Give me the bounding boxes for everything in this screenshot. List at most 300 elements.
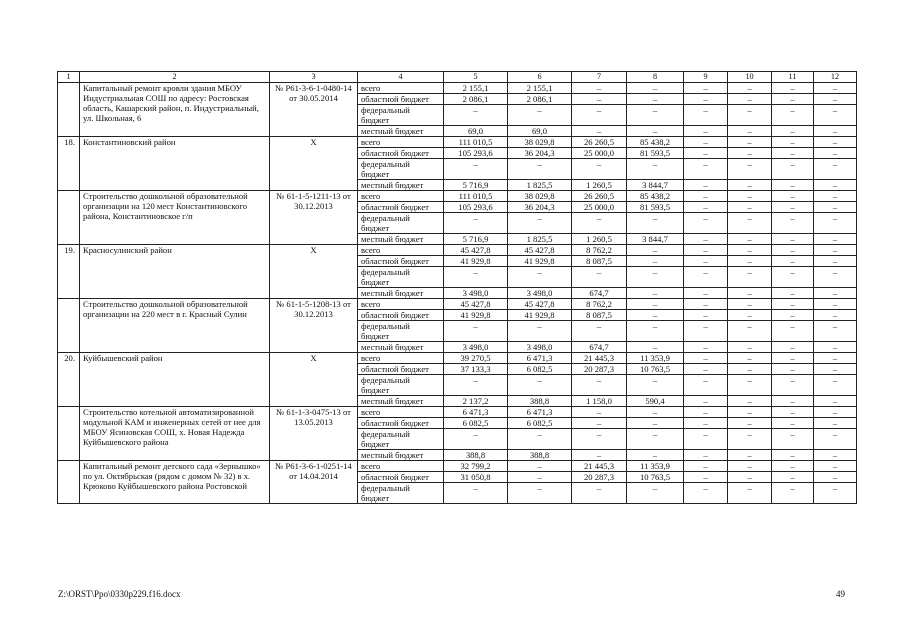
amount-cell: – [814, 418, 857, 429]
table-row [58, 407, 857, 418]
header-cell: 4 [358, 72, 444, 83]
document-reference: Х [270, 353, 358, 407]
amount-cell: – [684, 342, 728, 353]
funding-source: местный бюджет [358, 288, 444, 299]
amount-cell: – [728, 429, 772, 450]
amount-cell: 81 593,5 [627, 202, 684, 213]
funding-source: всего [358, 353, 444, 364]
funding-source: областной бюджет [358, 94, 444, 105]
document-reference: № 61-1-5-1208-13 от 30.12.2013 [270, 299, 358, 353]
amount-cell: 20 287,3 [572, 364, 627, 375]
amount-cell: – [728, 213, 772, 234]
header-cell: 8 [627, 72, 684, 83]
amount-cell: 41 929,8 [508, 256, 572, 267]
amount-cell: 45 427,8 [444, 299, 508, 310]
amount-cell: 105 293,6 [444, 148, 508, 159]
amount-cell: – [772, 288, 814, 299]
amount-cell: – [728, 353, 772, 364]
amount-cell: – [572, 94, 627, 105]
amount-cell: 69,0 [508, 126, 572, 137]
amount-cell: 69,0 [444, 126, 508, 137]
amount-cell: 6 082,5 [508, 418, 572, 429]
amount-cell: 2 086,1 [508, 94, 572, 105]
amount-cell: 85 438,2 [627, 137, 684, 148]
amount-cell: – [814, 267, 857, 288]
amount-cell: – [728, 94, 772, 105]
amount-cell: – [572, 159, 627, 180]
amount-cell: – [814, 202, 857, 213]
table-row [58, 299, 857, 310]
funding-source: местный бюджет [358, 180, 444, 191]
header-cell: 2 [80, 72, 270, 83]
amount-cell: – [444, 213, 508, 234]
amount-cell: – [508, 321, 572, 342]
amount-cell: – [627, 342, 684, 353]
amount-cell: – [772, 461, 814, 472]
amount-cell: – [814, 213, 857, 234]
amount-cell: 2 137,2 [444, 396, 508, 407]
table-row [58, 191, 857, 202]
amount-cell: – [508, 429, 572, 450]
amount-cell: – [627, 256, 684, 267]
amount-cell: 388,8 [508, 396, 572, 407]
amount-cell: – [814, 245, 857, 256]
page-number: 49 [836, 589, 845, 599]
amount-cell: – [684, 94, 728, 105]
row-number [58, 461, 80, 504]
amount-cell: – [684, 364, 728, 375]
amount-cell: – [814, 180, 857, 191]
amount-cell: – [627, 245, 684, 256]
funding-source: федеральный бюджет [358, 267, 444, 288]
amount-cell: – [508, 472, 572, 483]
amount-cell: 3 498,0 [444, 342, 508, 353]
amount-cell: – [728, 234, 772, 245]
amount-cell: – [772, 472, 814, 483]
amount-cell: – [814, 137, 857, 148]
amount-cell: – [444, 375, 508, 396]
amount-cell: 3 844,7 [627, 180, 684, 191]
amount-cell: – [728, 299, 772, 310]
amount-cell: – [684, 375, 728, 396]
document-reference: Х [270, 245, 358, 299]
funding-source: областной бюджет [358, 472, 444, 483]
amount-cell: – [814, 288, 857, 299]
amount-cell: 21 445,3 [572, 353, 627, 364]
document-reference: № Р61-3-6-1-0251-14 от 14.04.2014 [270, 461, 358, 504]
object-name: Строительство котельной автоматизированной модульной КАМ и инженерных сетей от нее для МБОУ Ясиновская СОШ, х. Новая Надежда Куйбышевского района [80, 407, 270, 461]
amount-cell: – [684, 245, 728, 256]
amount-cell: – [814, 94, 857, 105]
amount-cell: – [728, 105, 772, 126]
amount-cell: – [627, 418, 684, 429]
amount-cell: – [572, 126, 627, 137]
amount-cell: 674,7 [572, 288, 627, 299]
amount-cell: – [572, 375, 627, 396]
object-name: Красносулинский район [80, 245, 270, 299]
object-name: Капитальный ремонт детского сада «Зернышко» по ул. Октябрьская (рядом с домом № 32) в х. Крюково Куйбышевского района Ростовской [80, 461, 270, 504]
amount-cell: – [772, 396, 814, 407]
amount-cell: 8 087,5 [572, 256, 627, 267]
funding-source: местный бюджет [358, 396, 444, 407]
funding-source: всего [358, 83, 444, 94]
amount-cell: – [684, 450, 728, 461]
amount-cell: – [684, 461, 728, 472]
amount-cell: – [572, 83, 627, 94]
amount-cell: – [728, 202, 772, 213]
header-cell: 12 [814, 72, 857, 83]
amount-cell: – [728, 364, 772, 375]
amount-cell: 45 427,8 [508, 245, 572, 256]
row-number: 20. [58, 353, 80, 407]
object-name: Строительство дошкольной образовательной организации на 120 мест Константиновского района, Константиновское г/п [80, 191, 270, 245]
funding-source: федеральный бюджет [358, 375, 444, 396]
funding-source: областной бюджет [358, 418, 444, 429]
funding-source: всего [358, 245, 444, 256]
amount-cell: – [684, 213, 728, 234]
document-reference: № 61-1-3-0475-13 от 13.05.2013 [270, 407, 358, 461]
amount-cell: – [772, 364, 814, 375]
amount-cell: – [814, 321, 857, 342]
amount-cell: – [772, 202, 814, 213]
amount-cell: – [728, 137, 772, 148]
amount-cell: – [814, 310, 857, 321]
amount-cell: 25 000,0 [572, 202, 627, 213]
amount-cell: – [572, 105, 627, 126]
amount-cell: – [627, 483, 684, 504]
amount-cell: 3 498,0 [444, 288, 508, 299]
amount-cell: – [772, 126, 814, 137]
amount-cell: – [814, 148, 857, 159]
amount-cell: – [444, 267, 508, 288]
amount-cell: 10 763,5 [627, 364, 684, 375]
amount-cell: – [572, 429, 627, 450]
header-cell: 5 [444, 72, 508, 83]
object-name: Капитальный ремонт кровли здания МБОУ Индустриальная СОШ по адресу: Ростовская область, Кашарский район, п. Индустриальный, ул. Школьная, 6 [80, 83, 270, 137]
amount-cell: 41 929,8 [444, 310, 508, 321]
amount-cell: – [814, 364, 857, 375]
amount-cell: 45 427,8 [444, 245, 508, 256]
amount-cell: – [684, 234, 728, 245]
row-number: 18. [58, 137, 80, 191]
amount-cell: – [772, 267, 814, 288]
amount-cell: – [772, 137, 814, 148]
amount-cell: – [684, 202, 728, 213]
amount-cell: – [728, 483, 772, 504]
amount-cell: – [814, 450, 857, 461]
amount-cell: – [684, 321, 728, 342]
amount-cell: – [814, 342, 857, 353]
amount-cell: – [772, 342, 814, 353]
amount-cell: – [684, 472, 728, 483]
amount-cell: – [772, 159, 814, 180]
amount-cell: 3 498,0 [508, 288, 572, 299]
amount-cell: – [572, 450, 627, 461]
amount-cell: – [508, 461, 572, 472]
amount-cell: 8 762,2 [572, 299, 627, 310]
amount-cell: 85 438,2 [627, 191, 684, 202]
amount-cell: 21 445,3 [572, 461, 627, 472]
amount-cell: – [728, 148, 772, 159]
amount-cell: 1 158,0 [572, 396, 627, 407]
amount-cell: 6 082,5 [444, 418, 508, 429]
header-cell: 9 [684, 72, 728, 83]
amount-cell: 3 844,7 [627, 234, 684, 245]
amount-cell: 26 260,5 [572, 191, 627, 202]
amount-cell: – [728, 288, 772, 299]
amount-cell: – [684, 429, 728, 450]
funding-source: местный бюджет [358, 234, 444, 245]
amount-cell: – [684, 191, 728, 202]
amount-cell: – [772, 310, 814, 321]
amount-cell: – [728, 83, 772, 94]
amount-cell: 1 825,5 [508, 234, 572, 245]
amount-cell: – [627, 83, 684, 94]
amount-cell: – [572, 321, 627, 342]
document-reference: № Р61-3-6-1-0480-14 от 30.05.2014 [270, 83, 358, 137]
amount-cell: – [684, 137, 728, 148]
amount-cell: 25 000,0 [572, 148, 627, 159]
amount-cell: – [772, 407, 814, 418]
amount-cell: – [728, 418, 772, 429]
object-name: Строительство дошкольной образовательной организации на 220 мест в г. Красный Сулин [80, 299, 270, 353]
document-reference: № 61-1-5-1211-13 от 30.12.2013 [270, 191, 358, 245]
amount-cell: – [814, 429, 857, 450]
amount-cell: 1 260,5 [572, 180, 627, 191]
amount-cell: – [728, 267, 772, 288]
amount-cell: 2 086,1 [444, 94, 508, 105]
amount-cell: – [627, 429, 684, 450]
funding-source: всего [358, 299, 444, 310]
amount-cell: – [814, 375, 857, 396]
funding-source: всего [358, 191, 444, 202]
budget-table [57, 71, 857, 504]
header-cell: 10 [728, 72, 772, 83]
table-row [58, 353, 857, 364]
amount-cell: – [814, 234, 857, 245]
amount-cell: – [728, 472, 772, 483]
amount-cell: 6 471,3 [444, 407, 508, 418]
amount-cell: 3 498,0 [508, 342, 572, 353]
footer-file-path: Z:\ORST\Ppo\0330p229.f16.docx [58, 589, 181, 599]
amount-cell: 111 010,5 [444, 137, 508, 148]
amount-cell: – [508, 105, 572, 126]
amount-cell: – [814, 191, 857, 202]
amount-cell: – [684, 267, 728, 288]
amount-cell: – [728, 256, 772, 267]
amount-cell: – [627, 375, 684, 396]
amount-cell: – [814, 299, 857, 310]
document-reference: Х [270, 137, 358, 191]
table-row [58, 137, 857, 148]
funding-source: местный бюджет [358, 342, 444, 353]
object-name: Константиновский район [80, 137, 270, 191]
row-number: 19. [58, 245, 80, 299]
amount-cell: – [814, 396, 857, 407]
amount-cell: – [684, 299, 728, 310]
amount-cell: – [627, 213, 684, 234]
amount-cell: – [772, 245, 814, 256]
amount-cell: 38 029,8 [508, 191, 572, 202]
amount-cell: – [684, 159, 728, 180]
amount-cell: – [728, 191, 772, 202]
amount-cell: 11 353,9 [627, 461, 684, 472]
amount-cell: 32 799,2 [444, 461, 508, 472]
amount-cell: – [627, 159, 684, 180]
amount-cell: – [728, 245, 772, 256]
amount-cell: – [772, 94, 814, 105]
amount-cell: – [627, 288, 684, 299]
amount-cell: – [772, 450, 814, 461]
amount-cell: 6 471,3 [508, 353, 572, 364]
amount-cell: – [728, 375, 772, 396]
amount-cell: – [444, 483, 508, 504]
table-row [58, 461, 857, 472]
funding-source: всего [358, 137, 444, 148]
amount-cell: – [684, 353, 728, 364]
amount-cell: – [728, 180, 772, 191]
amount-cell: – [684, 83, 728, 94]
amount-cell: – [572, 418, 627, 429]
amount-cell: 105 293,6 [444, 202, 508, 213]
amount-cell: – [508, 159, 572, 180]
amount-cell: 10 763,5 [627, 472, 684, 483]
funding-source: всего [358, 461, 444, 472]
amount-cell: – [814, 461, 857, 472]
amount-cell: – [772, 483, 814, 504]
amount-cell: – [728, 396, 772, 407]
amount-cell: – [444, 321, 508, 342]
amount-cell: – [684, 256, 728, 267]
row-number [58, 191, 80, 245]
amount-cell: – [814, 407, 857, 418]
funding-source: областной бюджет [358, 364, 444, 375]
amount-cell: – [814, 353, 857, 364]
amount-cell: – [728, 342, 772, 353]
amount-cell: – [444, 105, 508, 126]
row-number [58, 299, 80, 353]
amount-cell: 41 929,8 [508, 310, 572, 321]
amount-cell: – [627, 126, 684, 137]
amount-cell: 111 010,5 [444, 191, 508, 202]
amount-cell: 2 155,1 [444, 83, 508, 94]
amount-cell: – [572, 213, 627, 234]
amount-cell: – [728, 407, 772, 418]
amount-cell: 2 155,1 [508, 83, 572, 94]
funding-source: областной бюджет [358, 256, 444, 267]
funding-source: областной бюджет [358, 310, 444, 321]
amount-cell: 36 204,3 [508, 148, 572, 159]
amount-cell: – [572, 407, 627, 418]
amount-cell: – [684, 288, 728, 299]
funding-source: областной бюджет [358, 148, 444, 159]
amount-cell: 20 287,3 [572, 472, 627, 483]
amount-cell: – [508, 483, 572, 504]
amount-cell: – [772, 83, 814, 94]
header-cell: 1 [58, 72, 80, 83]
amount-cell: – [684, 310, 728, 321]
header-cell: 7 [572, 72, 627, 83]
funding-source: федеральный бюджет [358, 483, 444, 504]
amount-cell: – [772, 105, 814, 126]
amount-cell: – [814, 472, 857, 483]
amount-cell: – [814, 483, 857, 504]
amount-cell: – [684, 418, 728, 429]
amount-cell: – [814, 159, 857, 180]
funding-source: федеральный бюджет [358, 159, 444, 180]
amount-cell: – [684, 126, 728, 137]
amount-cell: – [772, 180, 814, 191]
amount-cell: – [772, 299, 814, 310]
funding-source: областной бюджет [358, 202, 444, 213]
amount-cell: 81 593,5 [627, 148, 684, 159]
amount-cell: – [772, 191, 814, 202]
funding-source: всего [358, 407, 444, 418]
amount-cell: – [627, 310, 684, 321]
amount-cell: – [572, 483, 627, 504]
amount-cell: – [772, 256, 814, 267]
table-row [58, 245, 857, 256]
amount-cell: 6 471,3 [508, 407, 572, 418]
amount-cell: – [814, 256, 857, 267]
amount-cell: – [627, 450, 684, 461]
amount-cell: 8 762,2 [572, 245, 627, 256]
funding-source: федеральный бюджет [358, 213, 444, 234]
header-cell: 11 [772, 72, 814, 83]
amount-cell: 590,4 [627, 396, 684, 407]
amount-cell: 674,7 [572, 342, 627, 353]
amount-cell: – [728, 159, 772, 180]
table-row [58, 83, 857, 94]
amount-cell: 8 087,5 [572, 310, 627, 321]
funding-source: федеральный бюджет [358, 429, 444, 450]
amount-cell: – [772, 213, 814, 234]
amount-cell: – [627, 267, 684, 288]
amount-cell: – [572, 267, 627, 288]
object-name: Куйбышевский район [80, 353, 270, 407]
amount-cell: 5 716,9 [444, 234, 508, 245]
amount-cell: – [728, 321, 772, 342]
amount-cell: – [627, 94, 684, 105]
amount-cell: – [684, 148, 728, 159]
amount-cell: 11 353,9 [627, 353, 684, 364]
amount-cell: – [684, 396, 728, 407]
amount-cell: – [684, 180, 728, 191]
amount-cell: 388,8 [444, 450, 508, 461]
amount-cell: 1 260,5 [572, 234, 627, 245]
amount-cell: – [684, 483, 728, 504]
amount-cell: 388,8 [508, 450, 572, 461]
amount-cell: 26 260,5 [572, 137, 627, 148]
amount-cell: – [814, 105, 857, 126]
amount-cell: – [627, 321, 684, 342]
amount-cell: – [627, 407, 684, 418]
amount-cell: – [772, 353, 814, 364]
amount-cell: – [728, 450, 772, 461]
amount-cell: – [728, 126, 772, 137]
amount-cell: – [508, 375, 572, 396]
amount-cell: – [772, 148, 814, 159]
amount-cell: – [728, 461, 772, 472]
row-number [58, 83, 80, 137]
amount-cell: – [772, 429, 814, 450]
amount-cell: 37 133,3 [444, 364, 508, 375]
amount-cell: 31 050,8 [444, 472, 508, 483]
amount-cell: – [508, 213, 572, 234]
funding-source: местный бюджет [358, 126, 444, 137]
amount-cell: 6 082,5 [508, 364, 572, 375]
amount-cell: – [772, 375, 814, 396]
